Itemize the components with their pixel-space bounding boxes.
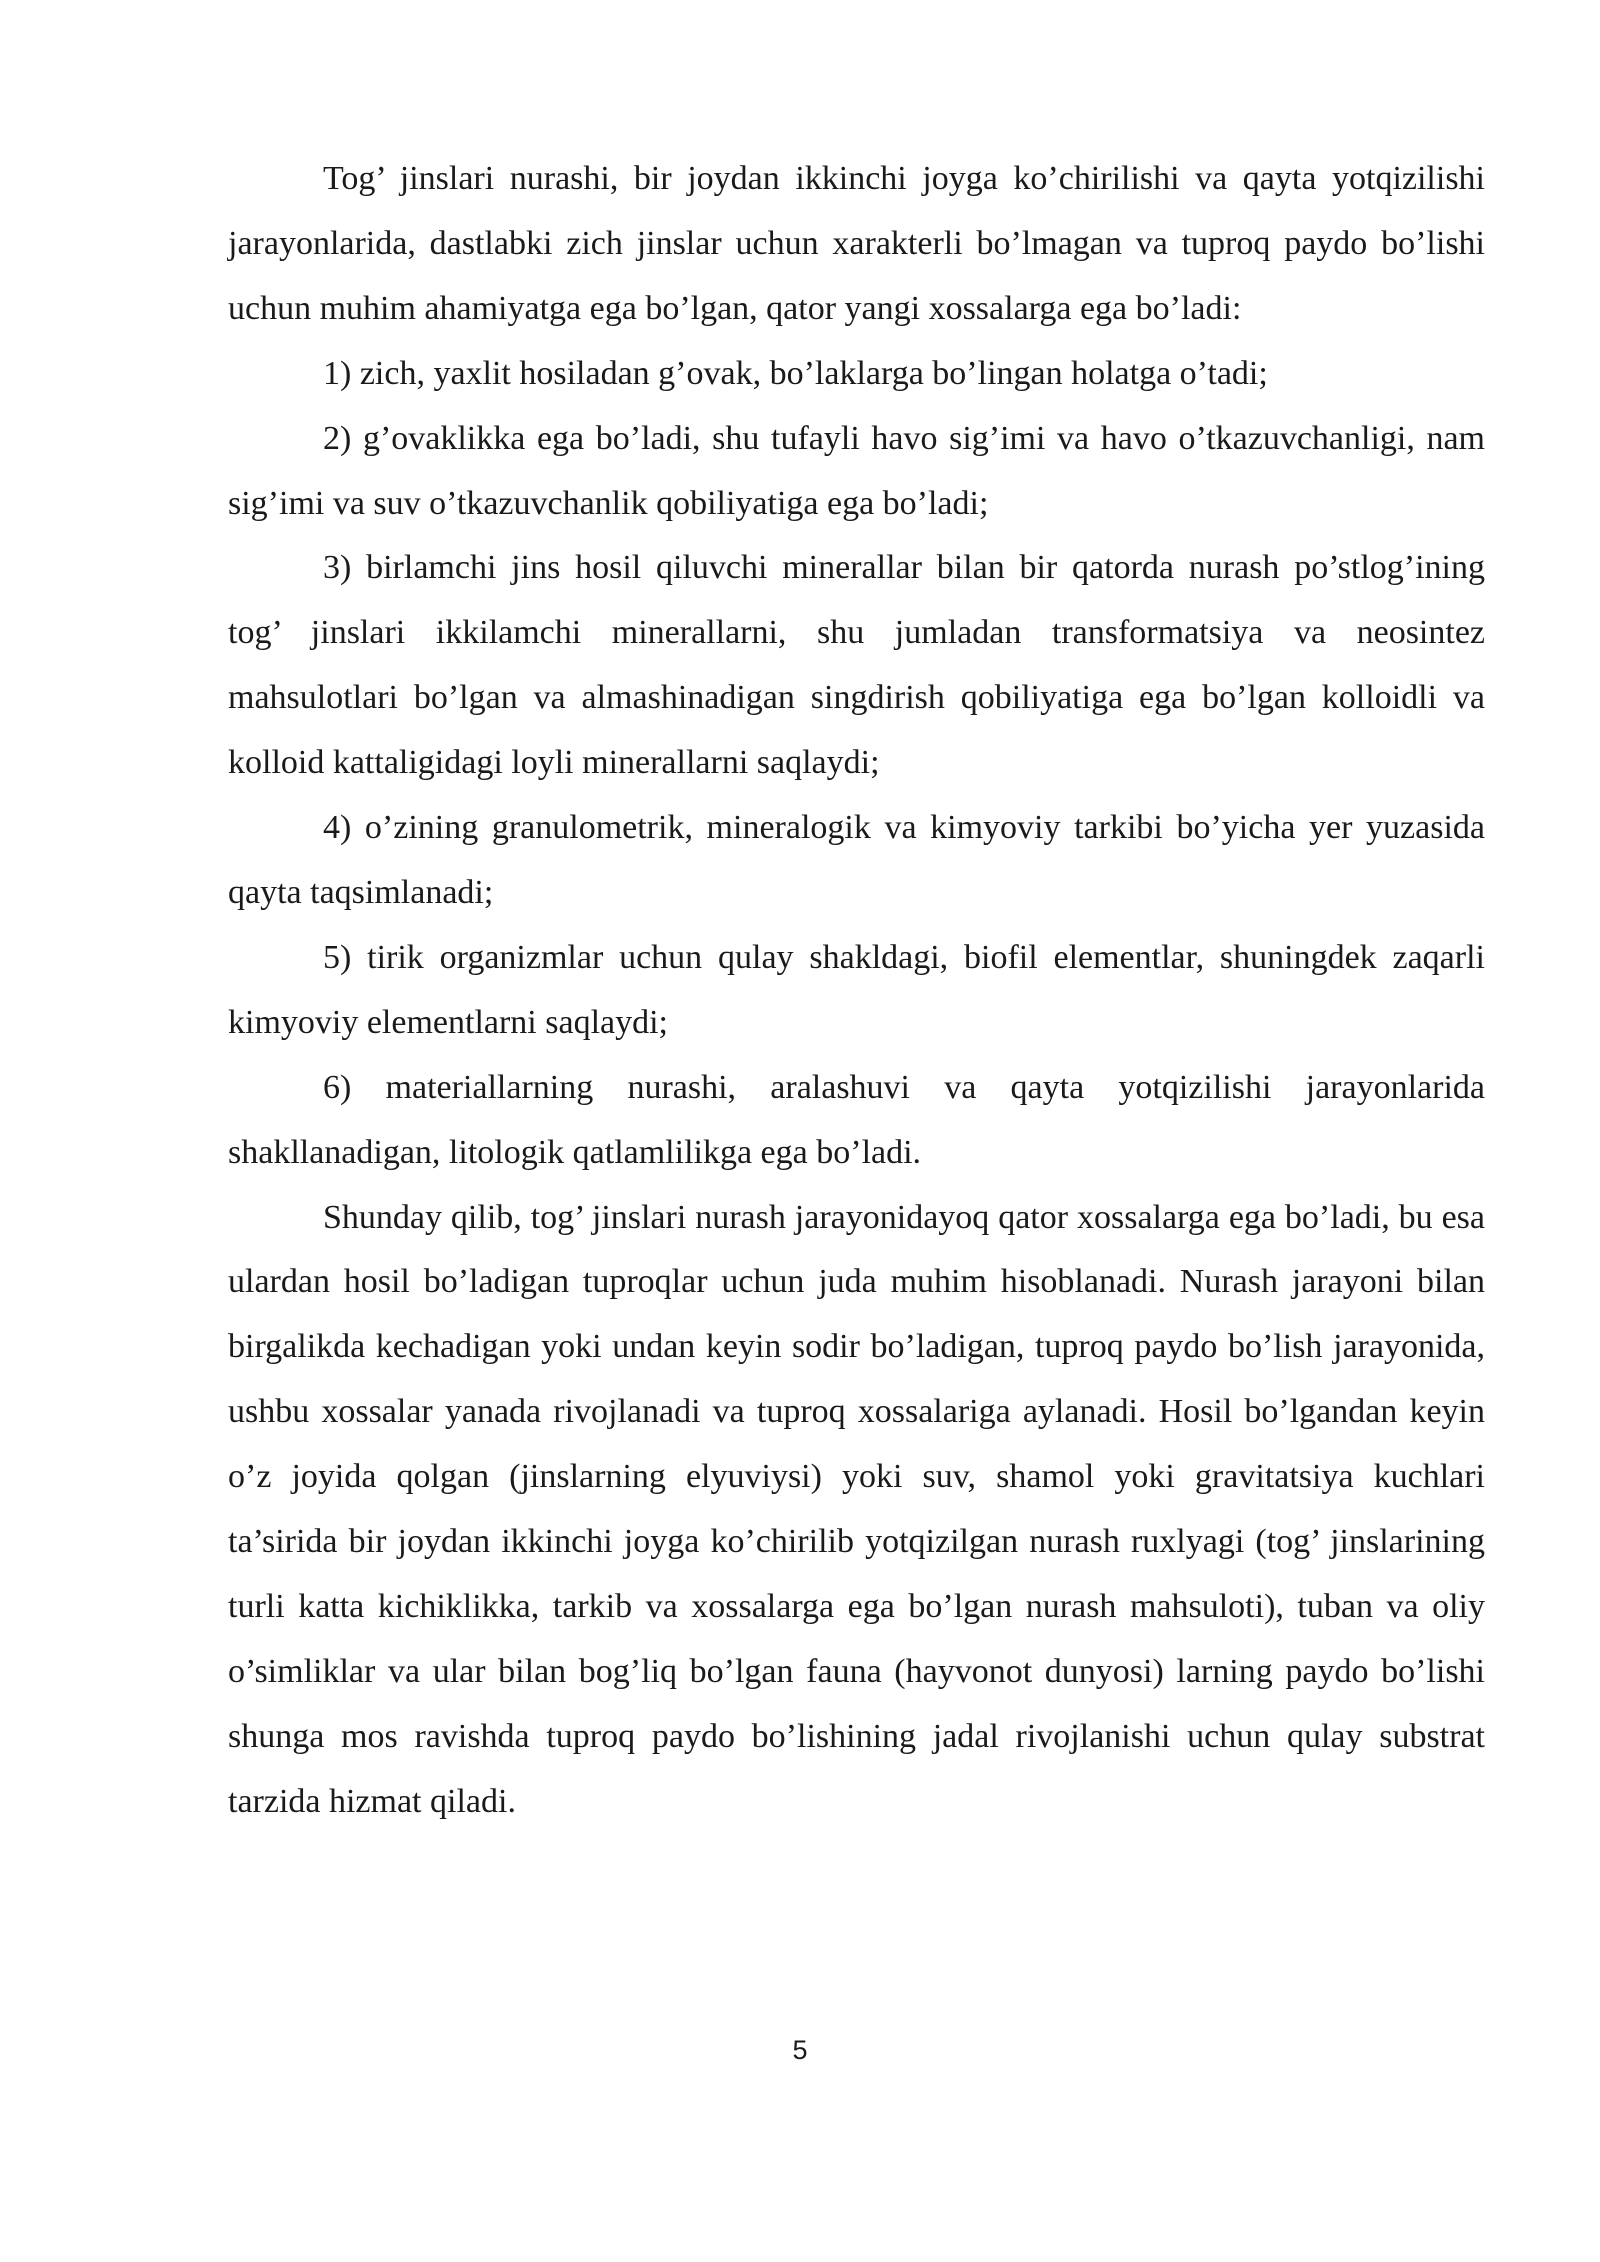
list-item-3: 3) birlamchi jins hosil qiluvchi minerallar bilan bir qatorda nurash po’stlog’ining tog’ jinslari ikkilamchi minerallarni, shu jumladan transformatsiya va neosintez mahsulotlari bo’lgan va almashinadigan singdirish qobiliyatiga ega bo’lgan kolloidli va kolloid kattaligidagi loyli minerallarni saqlaydi;: [228, 549, 1485, 782]
list-item-4: 4) o’zining granulometrik, mineralogik va kimyoviy tarkibi bo’yicha yer yuzasida qayta taqsimlanadi;: [228, 809, 1485, 911]
list-item-6: 6) materiallarning nurashi, aralashuvi va qayta yotqizilishi jarayonlarida shakllanadigan, litologik qatlamlilikga ega bo’ladi.: [228, 1068, 1485, 1171]
paragraph-intro: Tog’ jinslari nurashi, bir joydan ikkinchi joyga ko’chirilishi va qayta yotqizilishi jarayonlarida, dastlabki zich jinslar uchun xarakterli bo’lmagan va tuproq paydo bo’lishi uchun muhim ahamiyatga ega bo’lgan, qator yangi xossalarga ega bo’ladi:: [228, 160, 1485, 327]
list-item-5: 5) tirik organizmlar uchun qulay shakldagi, biofil elementlar, shuningdek zaqarli kimyoviy elementlarni saqlaydi;: [228, 938, 1485, 1041]
body-text: [228, 147, 1485, 1835]
paragraph-conclusion: Shunday qilib, tog’ jinslari nurash jarayonidayoq qator xossalarga ega bo’ladi, bu esa ulardan hosil bo’ladigan tuproqlar uchun juda muhim hisoblanadi. Nurash jarayoni bilan birgalikda kechadigan yoki undan keyin sodir bo’ladigan, tuproq paydo bo’lish jarayonida, ushbu xossalar yanada rivojlanadi va tuproq xossalariga aylanadi. Hosil bo’lgandan keyin o’z joyida qolgan (jinslarning elyuviysi) yoki suv, shamol yoki gravitatsiya kuchlari ta’sirida bir joydan ikkinchi joyga ko’chirilib yotqizilgan nurash ruxlyagi (tog’ jinslarining turli katta kichiklikka, tarkib va xossalarga ega bo’lgan nurash mahsuloti), tuban va oliy o’simliklar va ular bilan bog’liq bo’lgan fauna (hayvonot dunyosi) larning paydo bo’lishi shunga mos ravishda tuproq paydo bo’lishining jadal rivojlanishi uchun qulay substrat tarzida hizmat qiladi.: [228, 1198, 1485, 1820]
list-item-2: 2) g’ovaklikka ega bo’ladi, shu tufayli havo sig’imi va havo o’tkazuvchanligi, nam sig’imi va suv o’tkazuvchanlik qobiliyatiga ega bo’ladi;: [228, 419, 1485, 522]
list-item-1: 1) zich, yaxlit hosiladan g’ovak, bo’laklarga bo’lingan holatga o’tadi;: [323, 354, 1268, 392]
page-number: 5: [792, 2035, 808, 2065]
